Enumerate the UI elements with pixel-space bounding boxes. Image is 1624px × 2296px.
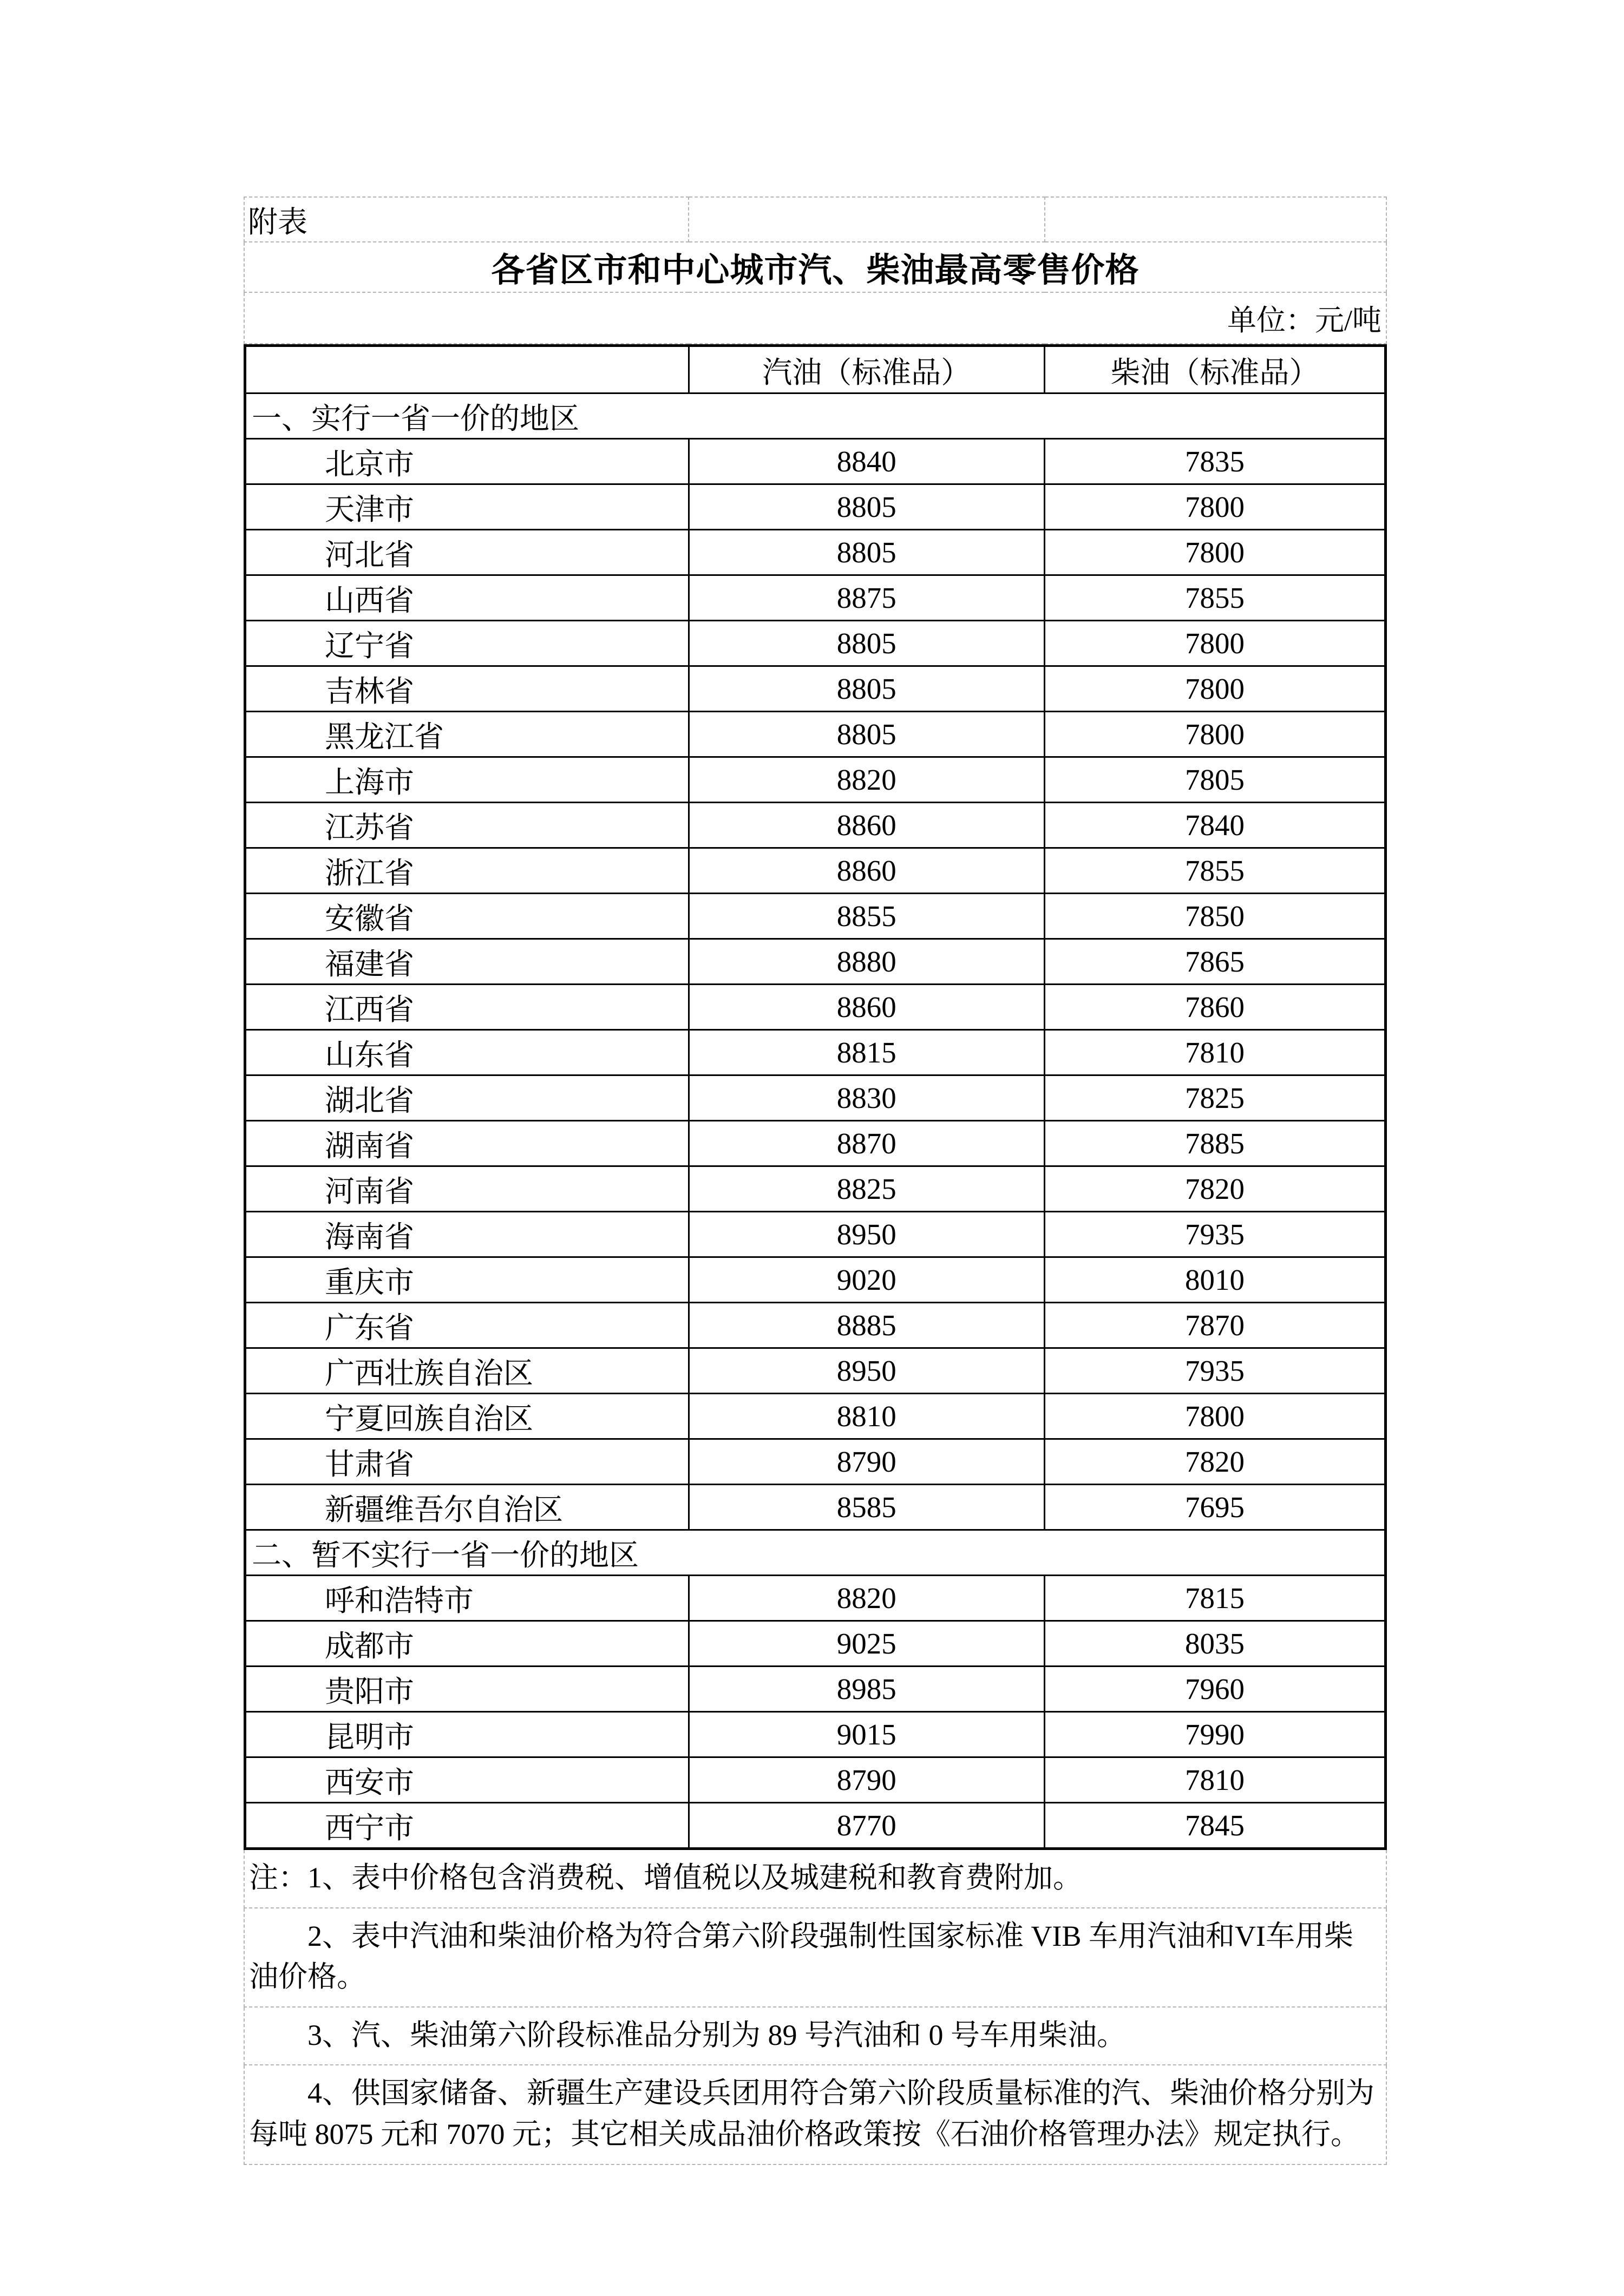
- gasoline-price-cell: 8880: [689, 939, 1044, 985]
- diesel-price-cell: 7845: [1044, 1803, 1385, 1849]
- gasoline-price-cell: 8790: [689, 1757, 1044, 1803]
- diesel-price-cell: 7805: [1044, 757, 1385, 803]
- table-row: [245, 1712, 1386, 1757]
- gasoline-price-cell: 9020: [689, 1257, 1044, 1303]
- price-table: [244, 344, 1387, 1850]
- notes-body: [244, 1850, 1386, 2164]
- region-cell: 呼和浩特市: [245, 1576, 689, 1621]
- table-row: [245, 757, 1386, 803]
- region-cell: 新疆维吾尔自治区: [245, 1485, 689, 1530]
- diesel-price-cell: 7935: [1044, 1212, 1385, 1257]
- table-row: [245, 575, 1386, 621]
- table-row: [245, 1667, 1386, 1712]
- table-row: [245, 484, 1386, 530]
- table-row: [245, 1439, 1386, 1485]
- diesel-price-cell: 7865: [1044, 939, 1385, 985]
- gasoline-price-cell: 9025: [689, 1621, 1044, 1667]
- region-cell: 广西壮族自治区: [245, 1348, 689, 1394]
- section-header-row: [245, 1530, 1386, 1576]
- title-row: [244, 242, 1386, 292]
- table-row: [245, 1394, 1386, 1439]
- region-cell: 江西省: [245, 985, 689, 1030]
- document-content: [244, 196, 1387, 2165]
- empty-cell: [689, 197, 1045, 242]
- gasoline-price-cell: 8825: [689, 1166, 1044, 1212]
- section-header-row: [245, 393, 1386, 439]
- table-row: [245, 894, 1386, 939]
- table-row: [245, 439, 1386, 484]
- diesel-price-cell: 7810: [1044, 1757, 1385, 1803]
- region-cell: 黑龙江省: [245, 712, 689, 757]
- diesel-price-cell: 7800: [1044, 484, 1385, 530]
- region-cell: 山东省: [245, 1030, 689, 1075]
- table-row: [245, 712, 1386, 757]
- region-cell: 湖南省: [245, 1121, 689, 1166]
- diesel-price-cell: 7990: [1044, 1712, 1385, 1757]
- gasoline-price-cell: 8985: [689, 1667, 1044, 1712]
- gasoline-price-cell: 8585: [689, 1485, 1044, 1530]
- table-row: [245, 1303, 1386, 1348]
- region-cell: 上海市: [245, 757, 689, 803]
- diesel-price-cell: 7855: [1044, 575, 1385, 621]
- table-row: [245, 530, 1386, 575]
- region-cell: 湖北省: [245, 1075, 689, 1121]
- note-text: 4、供国家储备、新疆生产建设兵团用符合第六阶段质量标准的汽、柴油价格分别为每吨 8075 元和 7070 元；其它相关成品油价格政策按《石油价格管理办法》规定执行。: [244, 2065, 1386, 2164]
- note-row: [244, 1850, 1386, 1908]
- unit-label: 单位：元/吨: [244, 292, 1386, 344]
- column-header-row: [245, 346, 1386, 393]
- table-label-row: [244, 197, 1386, 242]
- gasoline-price-cell: 8950: [689, 1212, 1044, 1257]
- diesel-price-cell: 7800: [1044, 621, 1385, 666]
- region-cell: 西宁市: [245, 1803, 689, 1849]
- note-text: 注：1、表中价格包含消费税、增值税以及城建税和教育费附加。: [244, 1850, 1386, 1908]
- gasoline-price-cell: 8805: [689, 666, 1044, 712]
- region-cell: 西安市: [245, 1757, 689, 1803]
- gasoline-price-cell: 8805: [689, 621, 1044, 666]
- table-row: [245, 1621, 1386, 1667]
- region-cell: 宁夏回族自治区: [245, 1394, 689, 1439]
- diesel-price-cell: 7815: [1044, 1576, 1385, 1621]
- diesel-price-cell: 7825: [1044, 1075, 1385, 1121]
- table-row: [245, 1803, 1386, 1849]
- diesel-price-cell: 7960: [1044, 1667, 1385, 1712]
- gasoline-price-cell: 8855: [689, 894, 1044, 939]
- diesel-price-cell: 7695: [1044, 1485, 1385, 1530]
- table-row: [245, 1257, 1386, 1303]
- gasoline-price-cell: 8790: [689, 1439, 1044, 1485]
- gasoline-price-cell: 8875: [689, 575, 1044, 621]
- table-row: [245, 985, 1386, 1030]
- diesel-price-cell: 7820: [1044, 1439, 1385, 1485]
- gasoline-column-header: 汽油（标准品）: [689, 346, 1044, 393]
- note-text: 3、汽、柴油第六阶段标准品分别为 89 号汽油和 0 号车用柴油。: [244, 2007, 1386, 2065]
- region-cell: 成都市: [245, 1621, 689, 1667]
- table-row: [245, 1212, 1386, 1257]
- table-row: [245, 1485, 1386, 1530]
- gasoline-price-cell: 8885: [689, 1303, 1044, 1348]
- diesel-price-cell: 7850: [1044, 894, 1385, 939]
- diesel-price-cell: 8010: [1044, 1257, 1385, 1303]
- diesel-price-cell: 8035: [1044, 1621, 1385, 1667]
- region-column-header: [245, 346, 689, 393]
- region-cell: 山西省: [245, 575, 689, 621]
- table-row: [245, 848, 1386, 894]
- section-header: 一、实行一省一价的地区: [245, 393, 1386, 439]
- gasoline-price-cell: 8840: [689, 439, 1044, 484]
- unit-row: [244, 292, 1386, 344]
- gasoline-price-cell: 8820: [689, 1576, 1044, 1621]
- table-row: [245, 666, 1386, 712]
- table-row: [245, 1348, 1386, 1394]
- gasoline-price-cell: 8860: [689, 985, 1044, 1030]
- diesel-price-cell: 7840: [1044, 803, 1385, 848]
- region-cell: 安徽省: [245, 894, 689, 939]
- gasoline-price-cell: 9015: [689, 1712, 1044, 1757]
- region-cell: 河南省: [245, 1166, 689, 1212]
- region-cell: 贵阳市: [245, 1667, 689, 1712]
- region-cell: 江苏省: [245, 803, 689, 848]
- gasoline-price-cell: 8805: [689, 530, 1044, 575]
- region-cell: 辽宁省: [245, 621, 689, 666]
- gasoline-price-cell: 8815: [689, 1030, 1044, 1075]
- diesel-price-cell: 7810: [1044, 1030, 1385, 1075]
- diesel-price-cell: 7800: [1044, 712, 1385, 757]
- note-row: [244, 2065, 1386, 2164]
- region-cell: 甘肃省: [245, 1439, 689, 1485]
- diesel-column-header: 柴油（标准品）: [1044, 346, 1385, 393]
- empty-cell: [1045, 197, 1386, 242]
- diesel-price-cell: 7935: [1044, 1348, 1385, 1394]
- diesel-price-cell: 7855: [1044, 848, 1385, 894]
- note-row: [244, 1908, 1386, 2007]
- table-row: [245, 939, 1386, 985]
- region-cell: 浙江省: [245, 848, 689, 894]
- note-text: 2、表中汽油和柴油价格为符合第六阶段强制性国家标准 VIB 车用汽油和VI车用柴油价格。: [244, 1908, 1386, 2007]
- region-cell: 福建省: [245, 939, 689, 985]
- diesel-price-cell: 7800: [1044, 666, 1385, 712]
- page-title: 各省区市和中心城市汽、柴油最高零售价格: [244, 242, 1386, 292]
- region-cell: 北京市: [245, 439, 689, 484]
- region-cell: 天津市: [245, 484, 689, 530]
- region-cell: 吉林省: [245, 666, 689, 712]
- diesel-price-cell: 7860: [1044, 985, 1385, 1030]
- gasoline-price-cell: 8820: [689, 757, 1044, 803]
- diesel-price-cell: 7820: [1044, 1166, 1385, 1212]
- note-row: [244, 2007, 1386, 2065]
- table-row: [245, 1030, 1386, 1075]
- gasoline-price-cell: 8810: [689, 1394, 1044, 1439]
- title-block: [244, 196, 1387, 344]
- price-table-body: [245, 346, 1386, 1849]
- diesel-price-cell: 7800: [1044, 530, 1385, 575]
- gasoline-price-cell: 8870: [689, 1121, 1044, 1166]
- table-row: [245, 621, 1386, 666]
- gasoline-price-cell: 8860: [689, 803, 1044, 848]
- table-row: [245, 1757, 1386, 1803]
- diesel-price-cell: 7870: [1044, 1303, 1385, 1348]
- gasoline-price-cell: 8950: [689, 1348, 1044, 1394]
- region-cell: 海南省: [245, 1212, 689, 1257]
- table-row: [245, 803, 1386, 848]
- section-header: 二、暂不实行一省一价的地区: [245, 1530, 1386, 1576]
- region-cell: 广东省: [245, 1303, 689, 1348]
- diesel-price-cell: 7885: [1044, 1121, 1385, 1166]
- region-cell: 昆明市: [245, 1712, 689, 1757]
- region-cell: 河北省: [245, 530, 689, 575]
- gasoline-price-cell: 8770: [689, 1803, 1044, 1849]
- diesel-price-cell: 7835: [1044, 439, 1385, 484]
- gasoline-price-cell: 8830: [689, 1075, 1044, 1121]
- table-row: [245, 1121, 1386, 1166]
- table-row: [245, 1166, 1386, 1212]
- table-label: 附表: [244, 197, 689, 242]
- gasoline-price-cell: 8860: [689, 848, 1044, 894]
- diesel-price-cell: 7800: [1044, 1394, 1385, 1439]
- gasoline-price-cell: 8805: [689, 484, 1044, 530]
- region-cell: 重庆市: [245, 1257, 689, 1303]
- notes-block: [244, 1850, 1387, 2165]
- table-row: [245, 1576, 1386, 1621]
- gasoline-price-cell: 8805: [689, 712, 1044, 757]
- table-row: [245, 1075, 1386, 1121]
